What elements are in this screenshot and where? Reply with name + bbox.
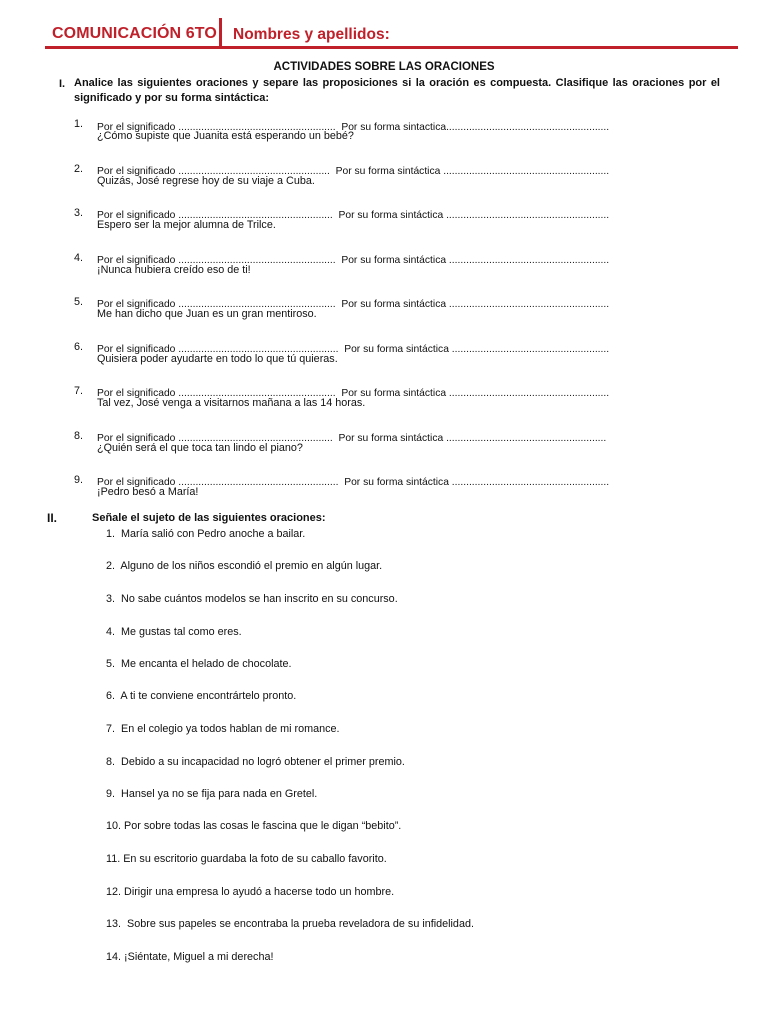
header-divider [219, 18, 222, 49]
header-rule [45, 46, 738, 49]
section2-item [106, 918, 474, 930]
section2-number: II. [47, 511, 58, 525]
item-sentence: Alguno de los niños escondió el premio en algún lugar. [120, 560, 383, 572]
section1-item [74, 151, 315, 187]
item-sentence: Me gustas tal como eres. [121, 626, 242, 638]
item-number: 3. [74, 207, 84, 219]
item-sentence: ¡Nunca hubiera creído eso de ti! [97, 264, 251, 276]
item-answer-line[interactable]: Por el significado ........................................................ Por su forma sintáctica ....................................................... [97, 477, 610, 488]
item-answer-line[interactable]: Por el significado ....................................................... Por su forma sintáctica ........................................................ [97, 255, 610, 266]
item-number: 5. [106, 658, 116, 670]
item-sentence: ¿Cómo supiste que Juanita está esperando un bebé? [97, 130, 354, 142]
item-number: 8. [106, 756, 116, 768]
section1-item [74, 195, 276, 231]
item-sentence: ¡Siéntate, Miguel a mi derecha! [124, 951, 274, 963]
item-sentence: No sabe cuántos modelos se han inscrito en su concurso. [121, 593, 398, 605]
item-sentence: Quizás, José regrese hoy de su viaje a Cuba. [97, 175, 315, 187]
item-sentence: Dirigir una empresa lo ayudó a hacerse todo un hombre. [124, 886, 395, 898]
course-title: COMUNICACIÓN 6TO [52, 25, 217, 42]
item-sentence: En su escritorio guardaba la foto de su caballo favorito. [123, 853, 387, 865]
section2-item [106, 853, 387, 865]
item-sentence: Quisiera poder ayudarte en todo lo que tú quieras. [97, 353, 338, 365]
item-answer-line[interactable]: Por el significado ....................................................... Por su forma sintáctica ........................................................ [97, 388, 610, 399]
item-number: 7. [106, 723, 116, 735]
section2-item [106, 723, 339, 735]
item-answer-line[interactable]: Por el significado ...................................................... Por su forma sintáctica ......................................................... [97, 210, 610, 221]
section2-instruction: Señale el sujeto de las siguientes oraciones: [92, 512, 326, 524]
section2-item [106, 788, 317, 800]
item-number: 2. [74, 163, 84, 175]
item-number: 11. [106, 853, 121, 865]
item-sentence: Hansel ya no se fija para nada en Gretel. [121, 788, 318, 800]
item-answer-line[interactable]: Por el significado ........................................................ Por su forma sintáctica ....................................................... [97, 344, 610, 355]
item-number: 1. [106, 528, 116, 540]
document-title: ACTIVIDADES SOBRE LAS ORACIONES [273, 61, 495, 73]
item-number: 9. [74, 474, 84, 486]
name-label: Nombres y apellidos: [233, 26, 390, 43]
section1-item [74, 418, 303, 454]
section2-item [106, 951, 273, 963]
item-sentence: ¡Pedro besó a María! [97, 486, 199, 498]
item-number: 6. [106, 690, 116, 702]
section1-item [74, 240, 251, 276]
item-number: 2. [106, 560, 116, 572]
item-sentence: En el colegio ya todos hablan de mi romance. [121, 723, 340, 735]
item-answer-line[interactable]: Por el significado ....................................................... Por su forma sintáctica ........................................................ [97, 299, 610, 310]
section2-item [106, 560, 382, 572]
item-sentence: Me encanta el helado de chocolate. [121, 658, 292, 670]
item-sentence: ¿Quién será el que toca tan lindo el piano? [97, 442, 303, 454]
item-number: 6. [74, 341, 84, 353]
section1-item [74, 329, 338, 365]
item-number: 9. [106, 788, 116, 800]
item-sentence: A ti te conviene encontrártelo pronto. [120, 690, 297, 702]
section1-instruction: Analice las siguientes oraciones y separe las proposiciones si la oración es compuesta. Clasifique las oraciones por el significado y por su forma sintáctica: [74, 77, 720, 104]
section2-item [106, 593, 398, 605]
item-number: 14. [106, 951, 122, 963]
item-number: 3. [106, 593, 116, 605]
item-number: 7. [74, 385, 84, 397]
item-sentence: Sobre sus papeles se encontraba la prueba reveladora de su infidelidad. [127, 918, 474, 930]
item-number: 1. [74, 118, 84, 130]
section2-item [106, 528, 305, 540]
section1-item [74, 462, 199, 498]
item-number: 8. [74, 430, 84, 442]
section2-item [106, 690, 296, 702]
item-answer-line[interactable]: Por el significado ....................................................... Por su forma sintactica......................................................... [97, 122, 610, 133]
section1-item [74, 284, 317, 320]
item-number: 12. [106, 886, 122, 898]
item-sentence: Por sobre todas las cosas le fascina que le digan “bebito”. [124, 820, 402, 832]
item-number: 10. [106, 820, 122, 832]
item-sentence: Espero ser la mejor alumna de Trilce. [97, 219, 276, 231]
section2-item [106, 886, 394, 898]
item-sentence: Tal vez, José venga a visitarnos mañana a las 14 horas. [97, 397, 366, 409]
item-number: 4. [74, 252, 84, 264]
section1-number: I. [59, 78, 66, 90]
item-answer-line[interactable]: Por el significado ...................................................... Por su forma sintáctica ........................................................ [97, 433, 607, 444]
section2-item [106, 756, 405, 768]
item-sentence: Debido a su incapacidad no logró obtener el primer premio. [121, 756, 405, 768]
section2-item [106, 626, 242, 638]
item-number: 13. [106, 918, 122, 930]
item-sentence: María salió con Pedro anoche a bailar. [121, 528, 306, 540]
section2-item [106, 820, 401, 832]
section2-item [106, 658, 292, 670]
item-sentence: Me han dicho que Juan es un gran mentiroso. [97, 308, 317, 320]
item-number: 5. [74, 296, 84, 308]
item-number: 4. [106, 626, 116, 638]
item-answer-line[interactable]: Por el significado ..................................................... Por su forma sintáctica .......................................................... [97, 166, 610, 177]
